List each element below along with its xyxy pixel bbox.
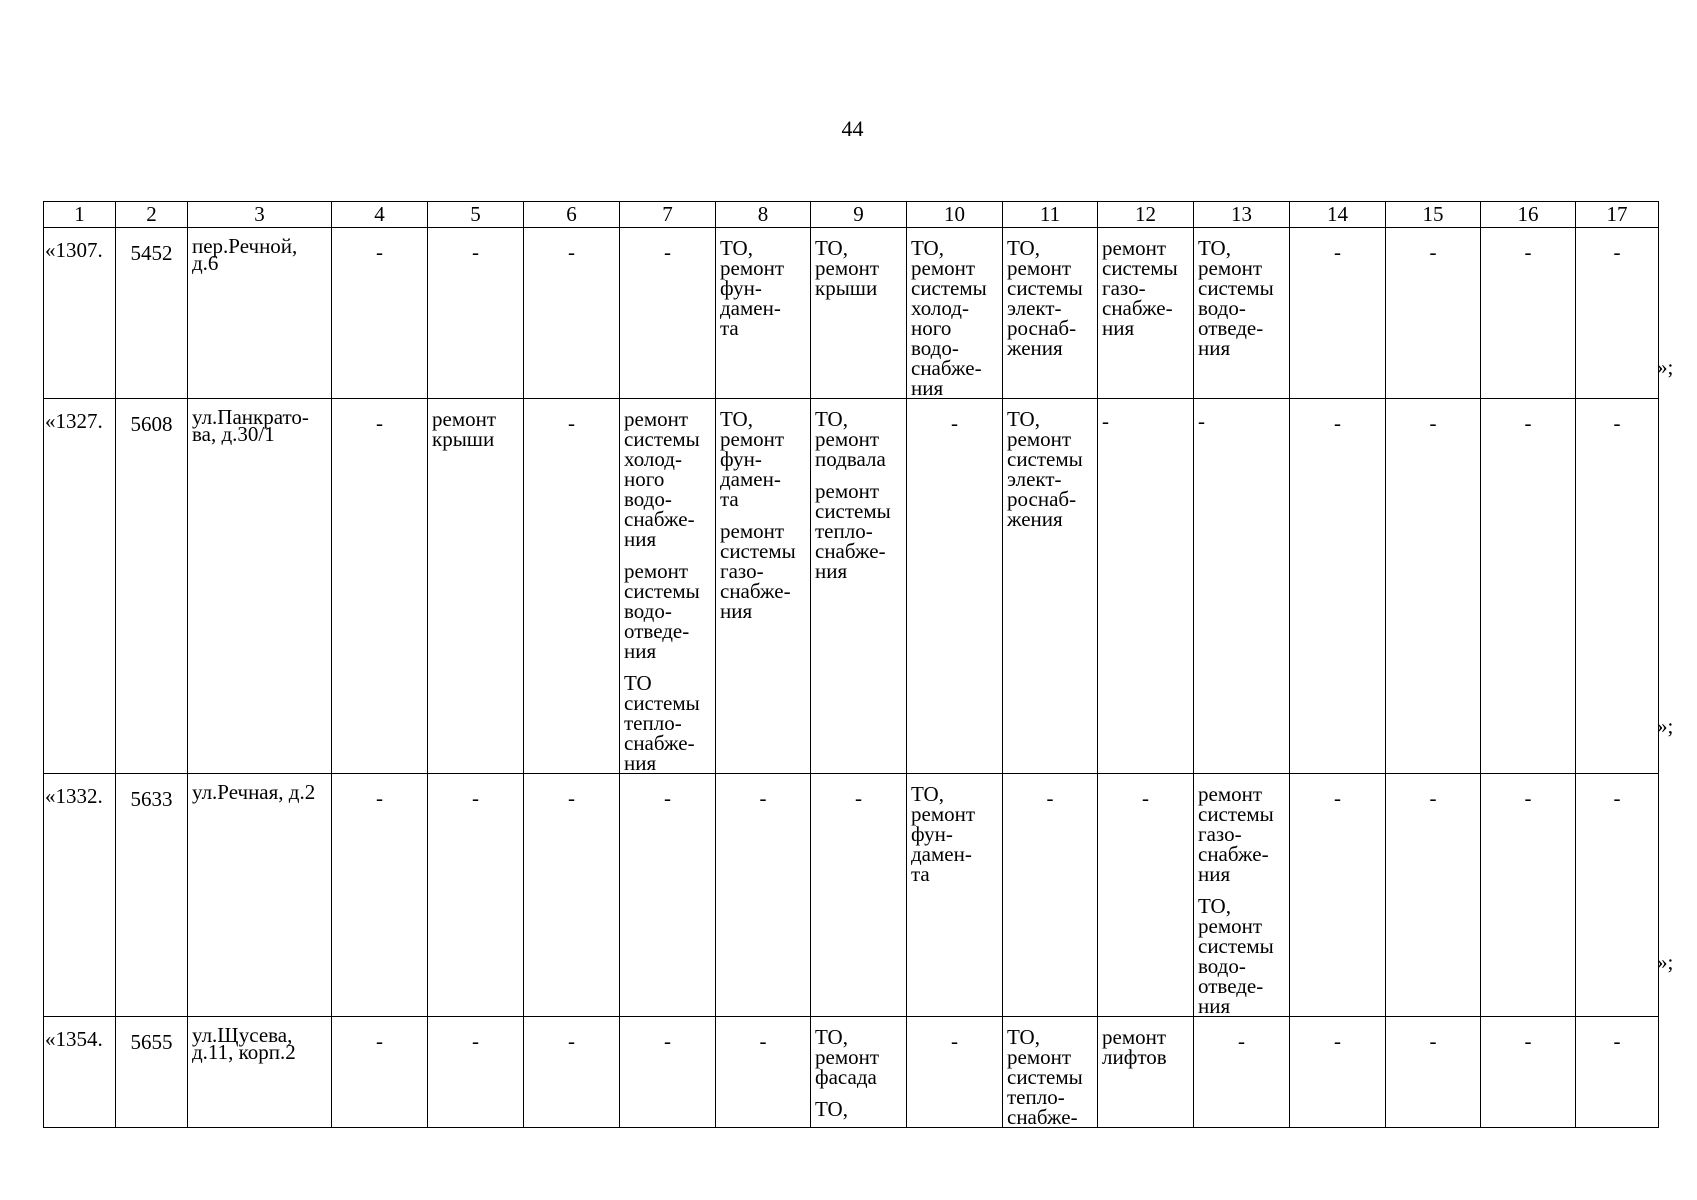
row-end-quote: »; (1657, 950, 1674, 974)
work-cell-col-7 (620, 228, 716, 399)
work-item-text: ТО, ремонт системы элект- роснаб- жения (1007, 236, 1083, 360)
work-cell-col-6 (524, 399, 620, 774)
work-cell-col-17 (1576, 774, 1659, 1017)
work-cell-col-16 (1481, 399, 1576, 774)
address-text: ул.Щусева, д.11, корп.2 (192, 1023, 296, 1064)
work-item-text: ремонт системы тепло- снабже- ния (815, 479, 891, 583)
work-item-text: ремонт системы холод- ного водо- снабже- ния (624, 407, 700, 551)
empty-dash: - (1613, 240, 1621, 264)
work-cell-col-11 (1003, 228, 1098, 399)
work-cell-col-5 (428, 774, 524, 1017)
work-cell-col-14 (1290, 399, 1386, 774)
empty-dash: - (568, 1029, 575, 1053)
empty-dash: - (1613, 411, 1621, 435)
empty-dash: - (1142, 786, 1149, 810)
work-cell-col-13 (1194, 228, 1290, 399)
work-cell-col-6 (524, 774, 620, 1017)
empty-dash: - (1429, 1029, 1437, 1053)
empty-dash: - (1429, 240, 1437, 264)
work-cell-col-13 (1194, 399, 1290, 774)
work-cell-col-8 (716, 228, 811, 399)
building-id-cell: 5452 (116, 228, 188, 399)
address-cell (188, 1017, 332, 1128)
empty-dash: - (472, 240, 479, 264)
work-item-text: ремонт системы газо- снабже- ния (1102, 236, 1178, 340)
column-header-13: 13 (1194, 202, 1290, 228)
empty-dash: - (1102, 409, 1109, 433)
work-cell-col-8 (716, 399, 811, 774)
work-cell-col-16 (1481, 774, 1576, 1017)
work-cell-col-11 (1003, 774, 1098, 1017)
building-id-cell: 5608 (116, 399, 188, 774)
work-cell-col-8 (716, 1017, 811, 1128)
work-cell-col-10 (907, 399, 1003, 774)
row-end-quote: »; (1657, 714, 1674, 738)
work-cell-col-9 (811, 399, 907, 774)
work-cell-col-17 (1576, 228, 1659, 399)
empty-dash: - (1334, 240, 1341, 264)
page-number: 44 (841, 116, 864, 141)
column-header-15: 15 (1386, 202, 1481, 228)
table-row (44, 774, 1659, 1017)
work-cell-col-11 (1003, 1017, 1098, 1128)
work-cell-col-4 (332, 228, 428, 399)
empty-dash: - (1524, 240, 1532, 264)
empty-dash: - (1613, 1029, 1621, 1053)
empty-dash: - (759, 1029, 767, 1053)
column-header-5: 5 (428, 202, 524, 228)
empty-dash: - (1334, 1029, 1341, 1053)
address-text: пер.Речной, д.6 (192, 234, 298, 275)
column-header-17: 17 (1576, 202, 1659, 228)
row-end-quote: »; (1657, 355, 1674, 379)
empty-dash: - (1334, 786, 1341, 810)
work-cell-col-4 (332, 774, 428, 1017)
column-header-8: 8 (716, 202, 811, 228)
work-cell-col-7 (620, 399, 716, 774)
table-row (44, 399, 1659, 774)
work-cell-col-15 (1386, 399, 1481, 774)
work-cell-col-5 (428, 228, 524, 399)
work-item-text: ТО, ремонт фасада (815, 1025, 880, 1089)
column-header-11: 11 (1003, 202, 1098, 228)
empty-dash: - (664, 240, 671, 264)
empty-dash: - (568, 411, 575, 435)
empty-dash: - (951, 411, 958, 435)
empty-dash: - (376, 1029, 383, 1053)
work-item-text: ТО, ремонт системы водо- отведе- ния (1198, 236, 1274, 360)
column-header-9: 9 (811, 202, 907, 228)
empty-dash: - (1613, 786, 1621, 810)
address-cell (188, 774, 332, 1017)
row-number-cell: «1307. (44, 228, 116, 399)
empty-dash: - (1429, 411, 1437, 435)
empty-dash: - (664, 1029, 671, 1053)
row-number-cell: «1354. (44, 1017, 116, 1128)
work-cell-col-11 (1003, 399, 1098, 774)
empty-dash: - (1238, 1029, 1245, 1053)
empty-dash: - (1429, 786, 1437, 810)
building-id-cell: 5633 (116, 774, 188, 1017)
work-item-text: ТО, ремонт системы элект- роснаб- жения (1007, 407, 1083, 531)
empty-dash: - (1524, 786, 1532, 810)
column-header-12: 12 (1098, 202, 1194, 228)
work-cell-col-10 (907, 774, 1003, 1017)
work-cell-col-12 (1098, 399, 1194, 774)
work-item-text: ремонт лифтов (1102, 1025, 1167, 1069)
work-cell-col-10 (907, 228, 1003, 399)
work-item-text: ТО, (815, 1097, 848, 1121)
empty-dash: - (376, 240, 383, 264)
work-item-text: ТО, ремонт фун- дамен- та (720, 407, 785, 511)
work-cell-col-15 (1386, 228, 1481, 399)
work-cell-col-12 (1098, 1017, 1194, 1128)
work-cell-col-16 (1481, 228, 1576, 399)
column-header-16: 16 (1481, 202, 1576, 228)
row-number-cell: «1327. (44, 399, 116, 774)
column-number-header-row (44, 202, 1659, 228)
empty-dash: - (376, 786, 383, 810)
building-id-cell: 5655 (116, 1017, 188, 1128)
table-row (44, 228, 1659, 399)
work-item-text: ТО, ремонт системы холод- ного водо- снабже- ния (911, 236, 987, 400)
work-item-text: ТО, ремонт фун- дамен- та (911, 782, 976, 886)
empty-dash: - (568, 240, 575, 264)
address-text: ул.Панкрато- ва, д.30/1 (192, 405, 309, 446)
empty-dash: - (472, 786, 479, 810)
work-cell-col-12 (1098, 228, 1194, 399)
column-header-14: 14 (1290, 202, 1386, 228)
work-item-text: ремонт системы газо- снабже- ния (1198, 782, 1274, 886)
row-number-cell: «1332. (44, 774, 116, 1017)
work-cell-col-9 (811, 1017, 907, 1128)
work-item-text: ТО, ремонт системы водо- отведе- ния (1198, 894, 1274, 1018)
address-cell (188, 399, 332, 774)
empty-dash: - (1524, 1029, 1532, 1053)
work-item-text: ТО, ремонт системы тепло- снабже- (1007, 1025, 1083, 1129)
work-cell-col-9 (811, 228, 907, 399)
column-header-7: 7 (620, 202, 716, 228)
work-cell-col-5 (428, 399, 524, 774)
column-header-2: 2 (116, 202, 188, 228)
work-cell-col-10 (907, 1017, 1003, 1128)
work-cell-col-14 (1290, 1017, 1386, 1128)
work-schedule-table (43, 201, 1659, 1128)
work-cell-col-9 (811, 774, 907, 1017)
work-item-text: ТО системы тепло- снабже- ния (624, 671, 700, 775)
table-row (44, 1017, 1659, 1128)
work-item-text: ТО, ремонт крыши (815, 236, 880, 300)
empty-dash: - (1198, 409, 1205, 433)
work-cell-col-17 (1576, 399, 1659, 774)
work-item-text: ремонт системы газо- снабже- ния (720, 519, 796, 623)
empty-dash: - (664, 786, 671, 810)
empty-dash: - (759, 786, 767, 810)
column-header-6: 6 (524, 202, 620, 228)
work-cell-col-14 (1290, 774, 1386, 1017)
work-cell-col-6 (524, 228, 620, 399)
empty-dash: - (376, 411, 383, 435)
column-header-4: 4 (332, 202, 428, 228)
work-item-text: ТО, ремонт подвала (815, 407, 886, 471)
work-cell-col-6 (524, 1017, 620, 1128)
work-cell-col-8 (716, 774, 811, 1017)
work-cell-col-4 (332, 399, 428, 774)
work-cell-col-14 (1290, 228, 1386, 399)
address-cell (188, 228, 332, 399)
empty-dash: - (568, 786, 575, 810)
empty-dash: - (472, 1029, 479, 1053)
empty-dash: - (1334, 411, 1341, 435)
empty-dash: - (855, 786, 862, 810)
work-cell-col-13 (1194, 1017, 1290, 1128)
work-cell-col-7 (620, 774, 716, 1017)
work-cell-col-13 (1194, 774, 1290, 1017)
empty-dash: - (1046, 786, 1054, 810)
work-cell-col-12 (1098, 774, 1194, 1017)
work-cell-col-16 (1481, 1017, 1576, 1128)
work-cell-col-15 (1386, 774, 1481, 1017)
work-cell-col-7 (620, 1017, 716, 1128)
column-header-3: 3 (188, 202, 332, 228)
empty-dash: - (1524, 411, 1532, 435)
work-cell-col-15 (1386, 1017, 1481, 1128)
address-text: ул.Речная, д.2 (192, 780, 316, 804)
column-header-1: 1 (44, 202, 116, 228)
work-cell-col-17 (1576, 1017, 1659, 1128)
work-item-text: ремонт системы водо- отведе- ния (624, 559, 700, 663)
work-item-text: ремонт крыши (432, 407, 497, 451)
column-header-10: 10 (907, 202, 1003, 228)
work-cell-col-4 (332, 1017, 428, 1128)
empty-dash: - (951, 1029, 958, 1053)
work-cell-col-5 (428, 1017, 524, 1128)
work-item-text: ТО, ремонт фун- дамен- та (720, 236, 785, 340)
